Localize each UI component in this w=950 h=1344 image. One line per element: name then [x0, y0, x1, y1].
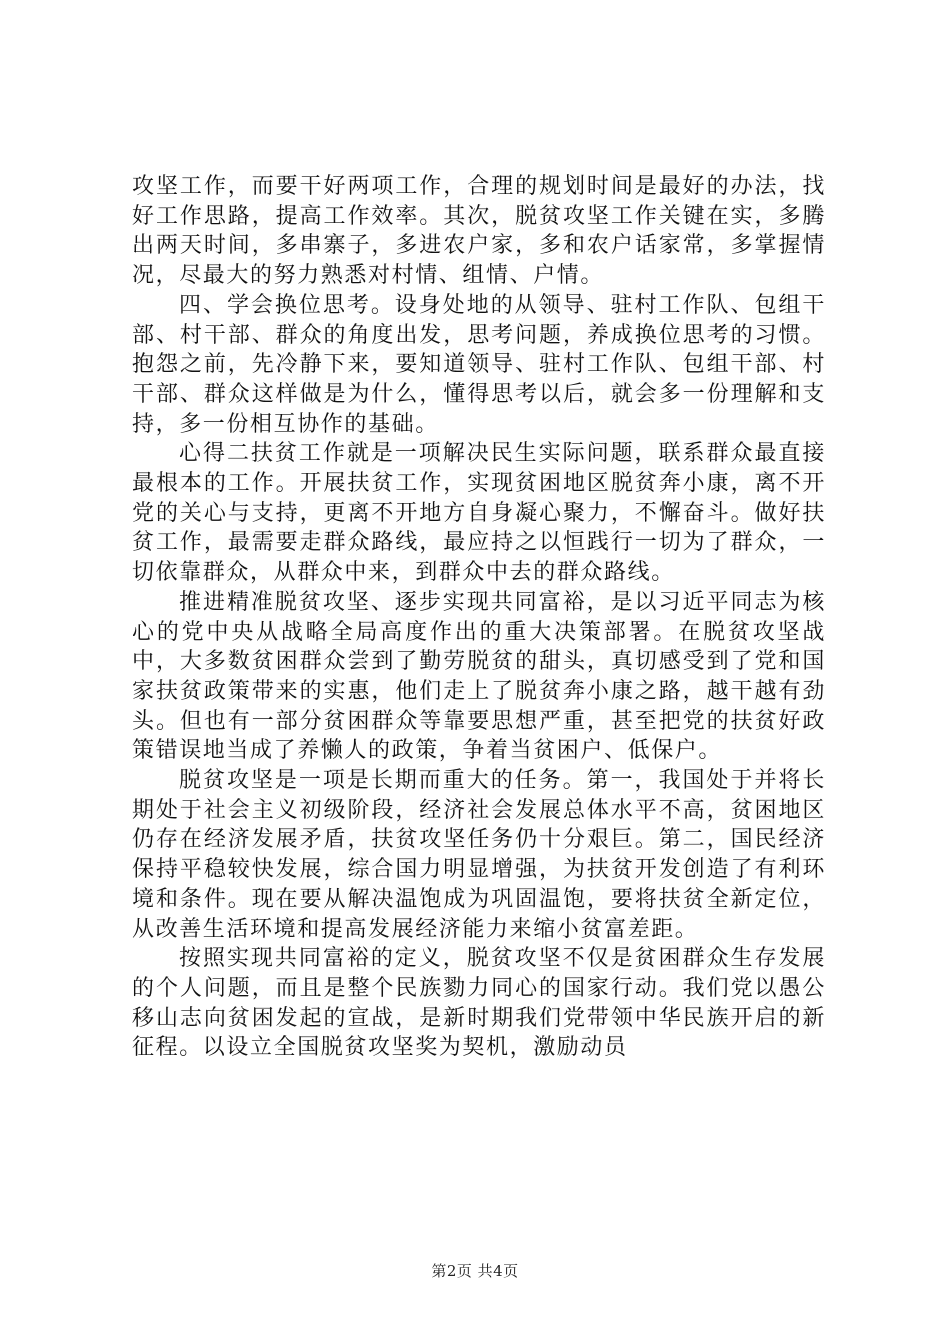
- paragraph-continuation: 攻坚工作，而要干好两项工作，合理的规划时间是最好的办法，找好工作思路，提高工作效率。其次，脱贫攻坚工作关键在实，多腾出两天时间，多串寨子，多进农户家，多和农户话家常，多掌握情况，尽最大的努力熟悉对村情、组情、户情。: [132, 174, 826, 289]
- paragraph-common-prosperity: 按照实现共同富裕的定义，脱贫攻坚不仅是贫困群众生存发展的个人问题，而且是整个民族勠力同心的国家行动。我们党以愚公移山志向贫困发起的宣战，是新时期我们党带领中华民族开启的新征程。以设立全国脱贫攻坚奖为契机，激励动员: [132, 946, 826, 1061]
- paragraph-insight-two: 心得二扶贫工作就是一项解决民生实际问题，联系群众最直接最根本的工作。开展扶贫工作，实现贫困地区脱贫奔小康，离不开党的关心与支持，更离不开地方自身凝心聚力，不懈奋斗。做好扶贫工作，最需要走群众路线，最应持之以恒践行一切为了群众，一切依靠群众，从群众中来，到群众中去的群众路线。: [132, 441, 826, 586]
- document-body: [132, 172, 826, 1063]
- page-number-label: 第2页 共4页: [431, 1262, 519, 1280]
- paragraph-precision-poverty: 推进精准脱贫攻坚、逐步实现共同富裕，是以习近平同志为核心的党中央从战略全局高度作出的重大决策部署。在脱贫攻坚战中，大多数贫困群众尝到了勤劳脱贫的甜头，真切感受到了党和国家扶贫政策带来的实惠，他们走上了脱贫奔小康之路，越干越有劲头。但也有一部分贫困群众等靠要思想严重，甚至把党的扶贫好政策错误地当成了养懒人的政策，争着当贫困户、低保户。: [132, 589, 826, 764]
- paragraph-long-term-task: 脱贫攻坚是一项是长期而重大的任务。第一，我国处于并将长期处于社会主义初级阶段，经济社会发展总体水平不高，贫困地区仍存在经济发展矛盾，扶贫攻坚任务仍十分艰巨。第二，国民经济保持平稳较快发展，综合国力明显增强，为扶贫开发创造了有利环境和条件。现在要从解决温饱成为巩固温饱，要将扶贫全新定位，从改善生活环境和提高发展经济能力来缩小贫富差距。: [132, 768, 826, 942]
- paragraph-perspective: 四、学会换位思考。设身处地的从领导、驻村工作队、包组干部、村干部、群众的角度出发，思考问题，养成换位思考的习惯。抱怨之前，先冷静下来，要知道领导、驻村工作队、包组干部、村干部、群众这样做是为什么，懂得思考以后，就会多一份理解和支持，多一份相互协作的基础。: [132, 292, 826, 437]
- page-footer: [0, 1261, 950, 1281]
